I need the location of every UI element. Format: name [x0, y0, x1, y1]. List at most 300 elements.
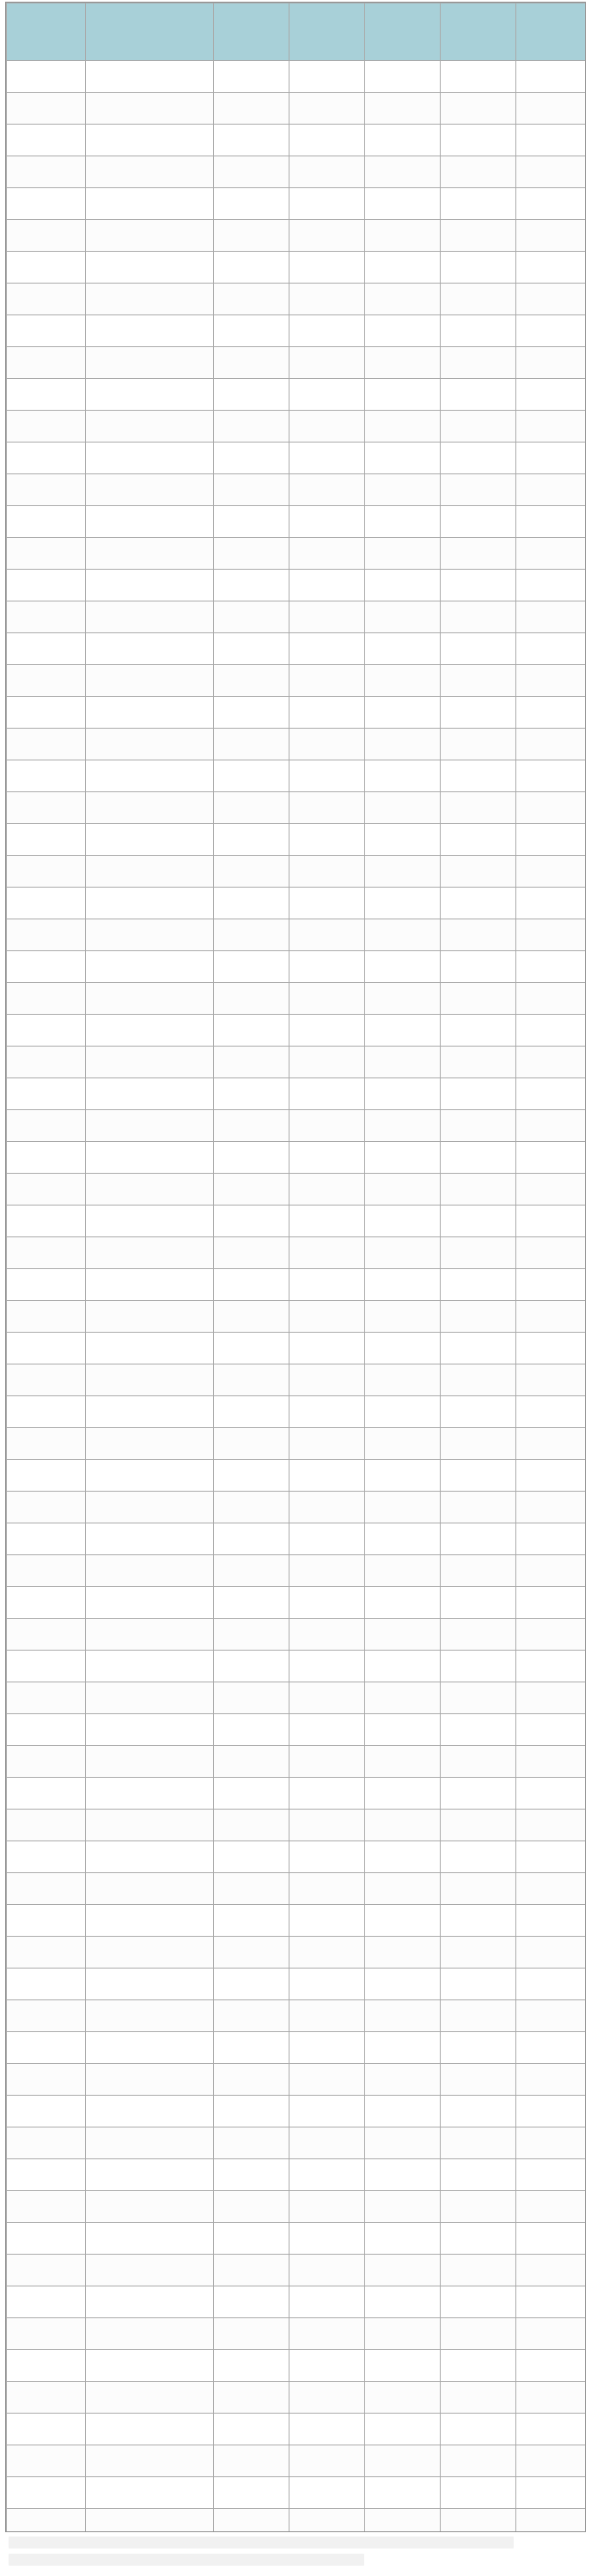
- item-name-cell: [86, 1428, 214, 1460]
- market-price-guangzhou-cell: [214, 824, 289, 856]
- item-code-cell: [7, 1778, 86, 1810]
- item-code-cell: [7, 220, 86, 252]
- table-row: [7, 1047, 587, 1078]
- market-price-beijing-cell: [289, 1333, 365, 1364]
- item-name-cell: [86, 570, 214, 601]
- item-code-cell: [7, 506, 86, 538]
- exchange-price-cell: [516, 220, 587, 252]
- market-price-beijing-cell: [289, 856, 365, 888]
- market-price-shanghai-cell: [365, 1873, 441, 1905]
- reference-price-cell: [441, 252, 516, 284]
- table-row: [7, 506, 587, 538]
- item-name-cell: [86, 2064, 214, 2096]
- item-name-cell: [86, 1587, 214, 1619]
- market-price-shanghai-cell: [365, 1937, 441, 1969]
- market-price-beijing-cell: [289, 156, 365, 188]
- table-row: [7, 2445, 587, 2477]
- reference-price-cell: [441, 2096, 516, 2127]
- item-name-cell: [86, 1778, 214, 1810]
- reference-price-cell: [441, 1174, 516, 1206]
- table-row: [7, 856, 587, 888]
- item-name-cell: [86, 1047, 214, 1078]
- market-price-guangzhou-cell: [214, 2064, 289, 2096]
- exchange-price-cell: [516, 61, 587, 93]
- market-price-shanghai-cell: [365, 1714, 441, 1746]
- header-market-price-shanghai: [365, 3, 441, 61]
- item-name-cell: [86, 633, 214, 665]
- market-price-shanghai-cell: [365, 856, 441, 888]
- item-code-cell: [7, 1746, 86, 1778]
- market-price-beijing-cell: [289, 1364, 365, 1396]
- item-name-cell: [86, 379, 214, 411]
- item-code-cell: [7, 1969, 86, 2000]
- market-price-beijing-cell: [289, 919, 365, 951]
- market-price-beijing-cell: [289, 2318, 365, 2350]
- market-price-beijing-cell: [289, 2159, 365, 2191]
- market-price-beijing-cell: [289, 61, 365, 93]
- item-name-cell: [86, 856, 214, 888]
- market-price-shanghai-cell: [365, 633, 441, 665]
- reference-price-cell: [441, 2000, 516, 2032]
- item-name-cell: [86, 888, 214, 919]
- item-code-cell: [7, 983, 86, 1015]
- table-row: [7, 1364, 587, 1396]
- reference-price-cell: [441, 729, 516, 760]
- reference-price-cell: [441, 951, 516, 983]
- item-code-cell: [7, 2096, 86, 2127]
- item-code-cell: [7, 951, 86, 983]
- item-code-cell: [7, 697, 86, 729]
- reference-price-cell: [441, 2286, 516, 2318]
- market-price-beijing-cell: [289, 2191, 365, 2223]
- table-row: [7, 2096, 587, 2127]
- market-price-shanghai-cell: [365, 1396, 441, 1428]
- item-name-cell: [86, 1969, 214, 2000]
- exchange-price-cell: [516, 2255, 587, 2286]
- market-price-beijing-cell: [289, 2255, 365, 2286]
- exchange-price-cell: [516, 2477, 587, 2509]
- exchange-price-cell: [516, 1301, 587, 1333]
- exchange-price-cell: [516, 697, 587, 729]
- market-price-guangzhou-cell: [214, 1873, 289, 1905]
- market-price-guangzhou-cell: [214, 1460, 289, 1492]
- market-price-shanghai-cell: [365, 1078, 441, 1110]
- market-price-beijing-cell: [289, 1746, 365, 1778]
- table-row: [7, 1523, 587, 1555]
- item-code-cell: [7, 2318, 86, 2350]
- market-price-beijing-cell: [289, 1301, 365, 1333]
- item-name-cell: [86, 1682, 214, 1714]
- reference-price-cell: [441, 1237, 516, 1269]
- item-name-cell: [86, 2223, 214, 2255]
- market-price-guangzhou-cell: [214, 315, 289, 347]
- exchange-price-cell: [516, 1619, 587, 1651]
- market-price-beijing-cell: [289, 2414, 365, 2445]
- table-row: [7, 2350, 587, 2382]
- reference-price-cell: [441, 1873, 516, 1905]
- market-price-shanghai-cell: [365, 1269, 441, 1301]
- item-name-cell: [86, 220, 214, 252]
- market-price-guangzhou-cell: [214, 411, 289, 443]
- reference-price-cell: [441, 601, 516, 633]
- market-price-beijing-cell: [289, 1460, 365, 1492]
- market-price-guangzhou-cell: [214, 93, 289, 125]
- item-code-cell: [7, 665, 86, 697]
- exchange-price-cell: [516, 2159, 587, 2191]
- exchange-price-cell: [516, 888, 587, 919]
- market-price-shanghai-cell: [365, 1778, 441, 1810]
- header-row: [7, 3, 587, 61]
- reference-price-cell: [441, 1651, 516, 1682]
- item-code-cell: [7, 2509, 86, 2533]
- item-name-cell: [86, 665, 214, 697]
- item-code-cell: [7, 2127, 86, 2159]
- header-item-code: [7, 3, 86, 61]
- market-price-beijing-cell: [289, 1492, 365, 1523]
- header-item-name: [86, 3, 214, 61]
- reference-price-cell: [441, 220, 516, 252]
- item-name-cell: [86, 1269, 214, 1301]
- exchange-price-cell: [516, 1714, 587, 1746]
- exchange-price-cell: [516, 443, 587, 474]
- exchange-price-cell: [516, 1333, 587, 1364]
- market-price-guangzhou-cell: [214, 1714, 289, 1746]
- market-price-shanghai-cell: [365, 1810, 441, 1841]
- exchange-price-cell: [516, 1810, 587, 1841]
- item-code-cell: [7, 2445, 86, 2477]
- table-row: [7, 1333, 587, 1364]
- reference-price-cell: [441, 792, 516, 824]
- market-price-beijing-cell: [289, 2509, 365, 2533]
- exchange-price-cell: [516, 156, 587, 188]
- market-price-shanghai-cell: [365, 411, 441, 443]
- item-code-cell: [7, 792, 86, 824]
- reference-price-cell: [441, 315, 516, 347]
- market-price-shanghai-cell: [365, 506, 441, 538]
- item-name-cell: [86, 1333, 214, 1364]
- table-row: [7, 888, 587, 919]
- exchange-price-cell: [516, 2127, 587, 2159]
- item-code-cell: [7, 411, 86, 443]
- reference-price-cell: [441, 284, 516, 315]
- exchange-price-cell: [516, 538, 587, 570]
- reference-price-cell: [441, 1619, 516, 1651]
- reference-price-cell: [441, 538, 516, 570]
- reference-price-cell: [441, 1587, 516, 1619]
- notes-area: [9, 2536, 582, 2571]
- item-code-cell: [7, 1174, 86, 1206]
- reference-price-cell: [441, 1555, 516, 1587]
- market-price-shanghai-cell: [365, 188, 441, 220]
- item-name-cell: [86, 1206, 214, 1237]
- reference-price-cell: [441, 2318, 516, 2350]
- item-code-cell: [7, 347, 86, 379]
- item-code-cell: [7, 188, 86, 220]
- note-line-1: [9, 2536, 514, 2549]
- item-name-cell: [86, 315, 214, 347]
- exchange-price-cell: [516, 760, 587, 792]
- table-row: [7, 315, 587, 347]
- market-price-guangzhou-cell: [214, 1078, 289, 1110]
- item-code-cell: [7, 2350, 86, 2382]
- table-row: [7, 601, 587, 633]
- item-code-cell: [7, 824, 86, 856]
- reference-price-cell: [441, 633, 516, 665]
- item-code-cell: [7, 1587, 86, 1619]
- market-price-guangzhou-cell: [214, 220, 289, 252]
- table-row: [7, 1492, 587, 1523]
- market-price-beijing-cell: [289, 2350, 365, 2382]
- market-price-shanghai-cell: [365, 1492, 441, 1523]
- market-price-beijing-cell: [289, 1841, 365, 1873]
- market-price-shanghai-cell: [365, 2064, 441, 2096]
- market-price-guangzhou-cell: [214, 888, 289, 919]
- table-row: [7, 2382, 587, 2414]
- market-price-guangzhou-cell: [214, 1937, 289, 1969]
- market-price-shanghai-cell: [365, 2318, 441, 2350]
- market-price-shanghai-cell: [365, 1841, 441, 1873]
- reference-price-cell: [441, 1015, 516, 1047]
- reference-price-cell: [441, 1778, 516, 1810]
- market-price-guangzhou-cell: [214, 284, 289, 315]
- market-price-shanghai-cell: [365, 2286, 441, 2318]
- market-price-beijing-cell: [289, 1237, 365, 1269]
- item-name-cell: [86, 1523, 214, 1555]
- market-price-guangzhou-cell: [214, 1682, 289, 1714]
- market-price-guangzhou-cell: [214, 1110, 289, 1142]
- table-row: [7, 665, 587, 697]
- item-name-cell: [86, 919, 214, 951]
- item-code-cell: [7, 2000, 86, 2032]
- item-code-cell: [7, 1078, 86, 1110]
- table-row: [7, 2159, 587, 2191]
- item-code-cell: [7, 538, 86, 570]
- market-price-shanghai-cell: [365, 61, 441, 93]
- item-code-cell: [7, 1841, 86, 1873]
- market-price-guangzhou-cell: [214, 1841, 289, 1873]
- item-name-cell: [86, 1142, 214, 1174]
- market-price-shanghai-cell: [365, 729, 441, 760]
- table-row: [7, 1237, 587, 1269]
- item-name-cell: [86, 1174, 214, 1206]
- table-row: [7, 1269, 587, 1301]
- table-row: [7, 443, 587, 474]
- market-price-shanghai-cell: [365, 1682, 441, 1714]
- reference-price-cell: [441, 125, 516, 156]
- table-row: [7, 252, 587, 284]
- item-code-cell: [7, 2477, 86, 2509]
- reference-price-cell: [441, 760, 516, 792]
- exchange-price-cell: [516, 1587, 587, 1619]
- item-code-cell: [7, 1047, 86, 1078]
- exchange-price-cell: [516, 1905, 587, 1937]
- market-price-shanghai-cell: [365, 2255, 441, 2286]
- item-name-cell: [86, 2414, 214, 2445]
- reference-price-cell: [441, 2414, 516, 2445]
- market-price-guangzhou-cell: [214, 2350, 289, 2382]
- exchange-price-cell: [516, 2191, 587, 2223]
- item-code-cell: [7, 379, 86, 411]
- market-price-beijing-cell: [289, 1937, 365, 1969]
- market-price-beijing-cell: [289, 1110, 365, 1142]
- table-row: [7, 697, 587, 729]
- reference-price-cell: [441, 983, 516, 1015]
- exchange-price-cell: [516, 1969, 587, 2000]
- table-row: [7, 2127, 587, 2159]
- item-name-cell: [86, 1937, 214, 1969]
- exchange-price-cell: [516, 1428, 587, 1460]
- item-code-cell: [7, 888, 86, 919]
- item-code-cell: [7, 443, 86, 474]
- market-price-shanghai-cell: [365, 1047, 441, 1078]
- item-code-cell: [7, 633, 86, 665]
- collectible-price-table: [6, 3, 586, 2532]
- item-name-cell: [86, 792, 214, 824]
- exchange-price-cell: [516, 1206, 587, 1237]
- table-row: [7, 2414, 587, 2445]
- reference-price-cell: [441, 443, 516, 474]
- market-price-guangzhou-cell: [214, 2223, 289, 2255]
- market-price-shanghai-cell: [365, 951, 441, 983]
- exchange-price-cell: [516, 1110, 587, 1142]
- item-name-cell: [86, 2159, 214, 2191]
- exchange-price-cell: [516, 601, 587, 633]
- market-price-shanghai-cell: [365, 1555, 441, 1587]
- exchange-price-cell: [516, 1078, 587, 1110]
- exchange-price-cell: [516, 1492, 587, 1523]
- table-row: [7, 538, 587, 570]
- item-name-cell: [86, 2318, 214, 2350]
- market-price-guangzhou-cell: [214, 601, 289, 633]
- table-row: [7, 1682, 587, 1714]
- market-price-beijing-cell: [289, 983, 365, 1015]
- reference-price-cell: [441, 2255, 516, 2286]
- market-price-guangzhou-cell: [214, 1555, 289, 1587]
- market-price-shanghai-cell: [365, 2477, 441, 2509]
- market-price-shanghai-cell: [365, 2414, 441, 2445]
- market-price-guangzhou-cell: [214, 633, 289, 665]
- market-price-beijing-cell: [289, 697, 365, 729]
- table-row: [7, 2318, 587, 2350]
- reference-price-cell: [441, 1396, 516, 1428]
- market-price-shanghai-cell: [365, 665, 441, 697]
- market-price-shanghai-cell: [365, 1015, 441, 1047]
- market-price-shanghai-cell: [365, 1206, 441, 1237]
- table-row: [7, 760, 587, 792]
- reference-price-cell: [441, 2382, 516, 2414]
- exchange-price-cell: [516, 1841, 587, 1873]
- header-reference-price: [441, 3, 516, 61]
- table-row: [7, 2223, 587, 2255]
- exchange-price-cell: [516, 729, 587, 760]
- item-code-cell: [7, 2286, 86, 2318]
- reference-price-cell: [441, 2509, 516, 2533]
- reference-price-cell: [441, 1110, 516, 1142]
- exchange-price-cell: [516, 2032, 587, 2064]
- market-price-beijing-cell: [289, 1587, 365, 1619]
- market-price-beijing-cell: [289, 1905, 365, 1937]
- item-name-cell: [86, 252, 214, 284]
- table-row: [7, 1587, 587, 1619]
- market-price-shanghai-cell: [365, 2096, 441, 2127]
- market-price-beijing-cell: [289, 888, 365, 919]
- market-price-shanghai-cell: [365, 2223, 441, 2255]
- exchange-price-cell: [516, 1651, 587, 1682]
- item-code-cell: [7, 1333, 86, 1364]
- table-row: [7, 2509, 587, 2533]
- exchange-price-cell: [516, 2509, 587, 2533]
- table-row: [7, 1937, 587, 1969]
- item-name-cell: [86, 951, 214, 983]
- market-price-guangzhou-cell: [214, 919, 289, 951]
- item-name-cell: [86, 2445, 214, 2477]
- market-price-shanghai-cell: [365, 2191, 441, 2223]
- exchange-price-cell: [516, 2286, 587, 2318]
- market-price-shanghai-cell: [365, 1460, 441, 1492]
- item-name-cell: [86, 1555, 214, 1587]
- market-price-beijing-cell: [289, 1682, 365, 1714]
- market-price-guangzhou-cell: [214, 1206, 289, 1237]
- market-price-guangzhou-cell: [214, 1492, 289, 1523]
- market-price-shanghai-cell: [365, 2509, 441, 2533]
- market-price-shanghai-cell: [365, 824, 441, 856]
- item-code-cell: [7, 1651, 86, 1682]
- table-row: [7, 1301, 587, 1333]
- item-code-cell: [7, 1937, 86, 1969]
- item-name-cell: [86, 983, 214, 1015]
- market-price-shanghai-cell: [365, 1969, 441, 2000]
- market-price-shanghai-cell: [365, 919, 441, 951]
- market-price-guangzhou-cell: [214, 1778, 289, 1810]
- item-code-cell: [7, 1523, 86, 1555]
- item-name-cell: [86, 2191, 214, 2223]
- item-name-cell: [86, 1873, 214, 1905]
- reference-price-cell: [441, 1714, 516, 1746]
- market-price-guangzhou-cell: [214, 983, 289, 1015]
- market-price-guangzhou-cell: [214, 1364, 289, 1396]
- reference-price-cell: [441, 1428, 516, 1460]
- market-price-beijing-cell: [289, 284, 365, 315]
- reference-price-cell: [441, 570, 516, 601]
- table-row: [7, 2255, 587, 2286]
- market-price-beijing-cell: [289, 1047, 365, 1078]
- exchange-price-cell: [516, 252, 587, 284]
- exchange-price-cell: [516, 506, 587, 538]
- table-row: [7, 1905, 587, 1937]
- item-name-cell: [86, 156, 214, 188]
- table-header: [7, 3, 587, 61]
- table-row: [7, 983, 587, 1015]
- reference-price-cell: [441, 2064, 516, 2096]
- market-price-guangzhou-cell: [214, 1174, 289, 1206]
- market-price-shanghai-cell: [365, 1237, 441, 1269]
- reference-price-cell: [441, 2477, 516, 2509]
- table-row: [7, 2191, 587, 2223]
- exchange-price-cell: [516, 1015, 587, 1047]
- market-price-beijing-cell: [289, 729, 365, 760]
- market-price-shanghai-cell: [365, 315, 441, 347]
- table-row: [7, 1428, 587, 1460]
- item-code-cell: [7, 570, 86, 601]
- item-code-cell: [7, 856, 86, 888]
- item-name-cell: [86, 697, 214, 729]
- market-price-shanghai-cell: [365, 93, 441, 125]
- table-row: [7, 347, 587, 379]
- market-price-beijing-cell: [289, 570, 365, 601]
- item-name-cell: [86, 125, 214, 156]
- reference-price-cell: [441, 1047, 516, 1078]
- market-price-beijing-cell: [289, 125, 365, 156]
